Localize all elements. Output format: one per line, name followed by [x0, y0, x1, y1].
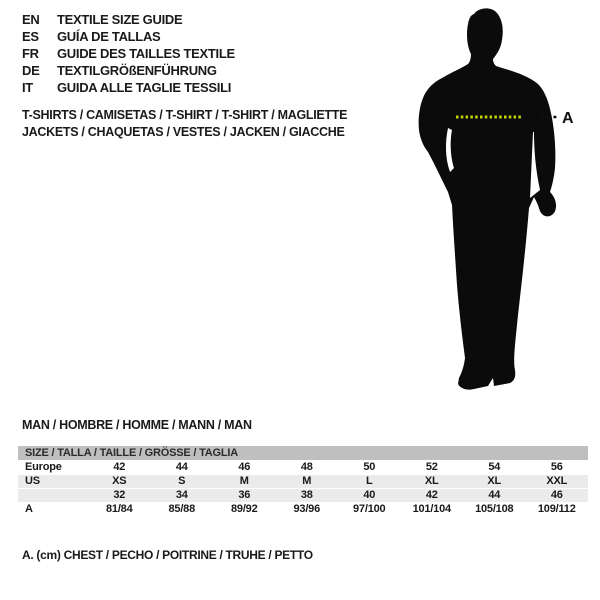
size-cell: 44: [175, 461, 188, 473]
size-cell: 109/112: [537, 503, 576, 515]
man-silhouette-body: [419, 8, 556, 389]
size-cell: 42: [113, 461, 126, 473]
language-list: [22, 11, 235, 96]
language-code: FR: [22, 46, 39, 61]
size-cell: 52: [425, 461, 438, 473]
language-row: [22, 79, 235, 96]
language-label: TEXTILGRÖßENFÜHRUNG: [57, 63, 217, 78]
size-cell: 36: [238, 489, 251, 501]
category-line-2: JACKETS / CHAQUETAS / VESTES / JACKEN / GIACCHE: [22, 125, 345, 139]
size-cell: L: [365, 475, 373, 487]
size-table-header: SIZE / TALLA / TAILLE / GRÖSSE / TAGLIA: [18, 446, 588, 460]
language-row: [22, 11, 235, 28]
row-label: A: [25, 503, 33, 515]
language-row: [22, 28, 235, 45]
size-cell: 42: [425, 489, 438, 501]
size-cell: XL: [424, 475, 439, 487]
row-label: Europe: [25, 461, 62, 473]
size-cell: XXL: [546, 475, 568, 487]
size-cell: S: [178, 475, 186, 487]
row-label: US: [25, 475, 40, 487]
table-row-chest-cm: [18, 503, 588, 516]
size-cell: 97/100: [353, 503, 386, 515]
size-cell: 85/88: [168, 503, 196, 515]
size-cell: 54: [488, 461, 501, 473]
category-line-1: T-SHIRTS / CAMISETAS / T-SHIRT / T-SHIRT / MAGLIETTE: [22, 108, 348, 122]
table-row-us: [18, 475, 588, 488]
size-cell: XL: [487, 475, 502, 487]
garment-categories: [22, 107, 347, 141]
section-title: MAN / HOMBRE / HOMME / MANN / MAN: [22, 418, 252, 432]
size-cell: M: [239, 475, 249, 487]
language-code: IT: [22, 80, 33, 95]
size-cell: 56: [550, 461, 563, 473]
size-cell: 48: [300, 461, 313, 473]
measurement-footnote: A. (cm) CHEST / PECHO / POITRINE / TRUHE / PETTO: [22, 548, 313, 562]
size-cell: 89/92: [230, 503, 258, 515]
size-table: [18, 446, 588, 516]
size-cell: XS: [112, 475, 127, 487]
size-cell: 32: [113, 489, 126, 501]
size-cell: 81/84: [105, 503, 133, 515]
language-row: [22, 45, 235, 62]
size-cell: 44: [488, 489, 501, 501]
size-cell: 34: [175, 489, 188, 501]
language-label: TEXTILE SIZE GUIDE: [57, 12, 183, 27]
table-row-inches: [18, 489, 588, 502]
size-cell: 93/96: [293, 503, 321, 515]
language-label: GUIDE DES TAILLES TEXTILE: [57, 46, 235, 61]
table-row-europe: [18, 461, 588, 474]
language-label: GUIDA ALLE TAGLIE TESSILI: [57, 80, 232, 95]
size-cell: 46: [550, 489, 563, 501]
size-cell: 40: [363, 489, 376, 501]
measure-label-a: A: [562, 110, 574, 127]
language-code: ES: [22, 29, 39, 44]
size-cell: M: [302, 475, 312, 487]
language-code: DE: [22, 63, 40, 78]
size-cell: 101/104: [412, 503, 451, 515]
language-row: [22, 62, 235, 79]
row-label: [18, 489, 88, 502]
size-cell: 105/108: [475, 503, 514, 515]
man-silhouette: [390, 0, 600, 400]
size-cell: 38: [300, 489, 313, 501]
size-cell: 46: [238, 461, 251, 473]
language-code: EN: [22, 12, 40, 27]
measurement-figure: [390, 0, 600, 400]
language-label: GUÍA DE TALLAS: [57, 29, 161, 44]
size-cell: 50: [363, 461, 376, 473]
